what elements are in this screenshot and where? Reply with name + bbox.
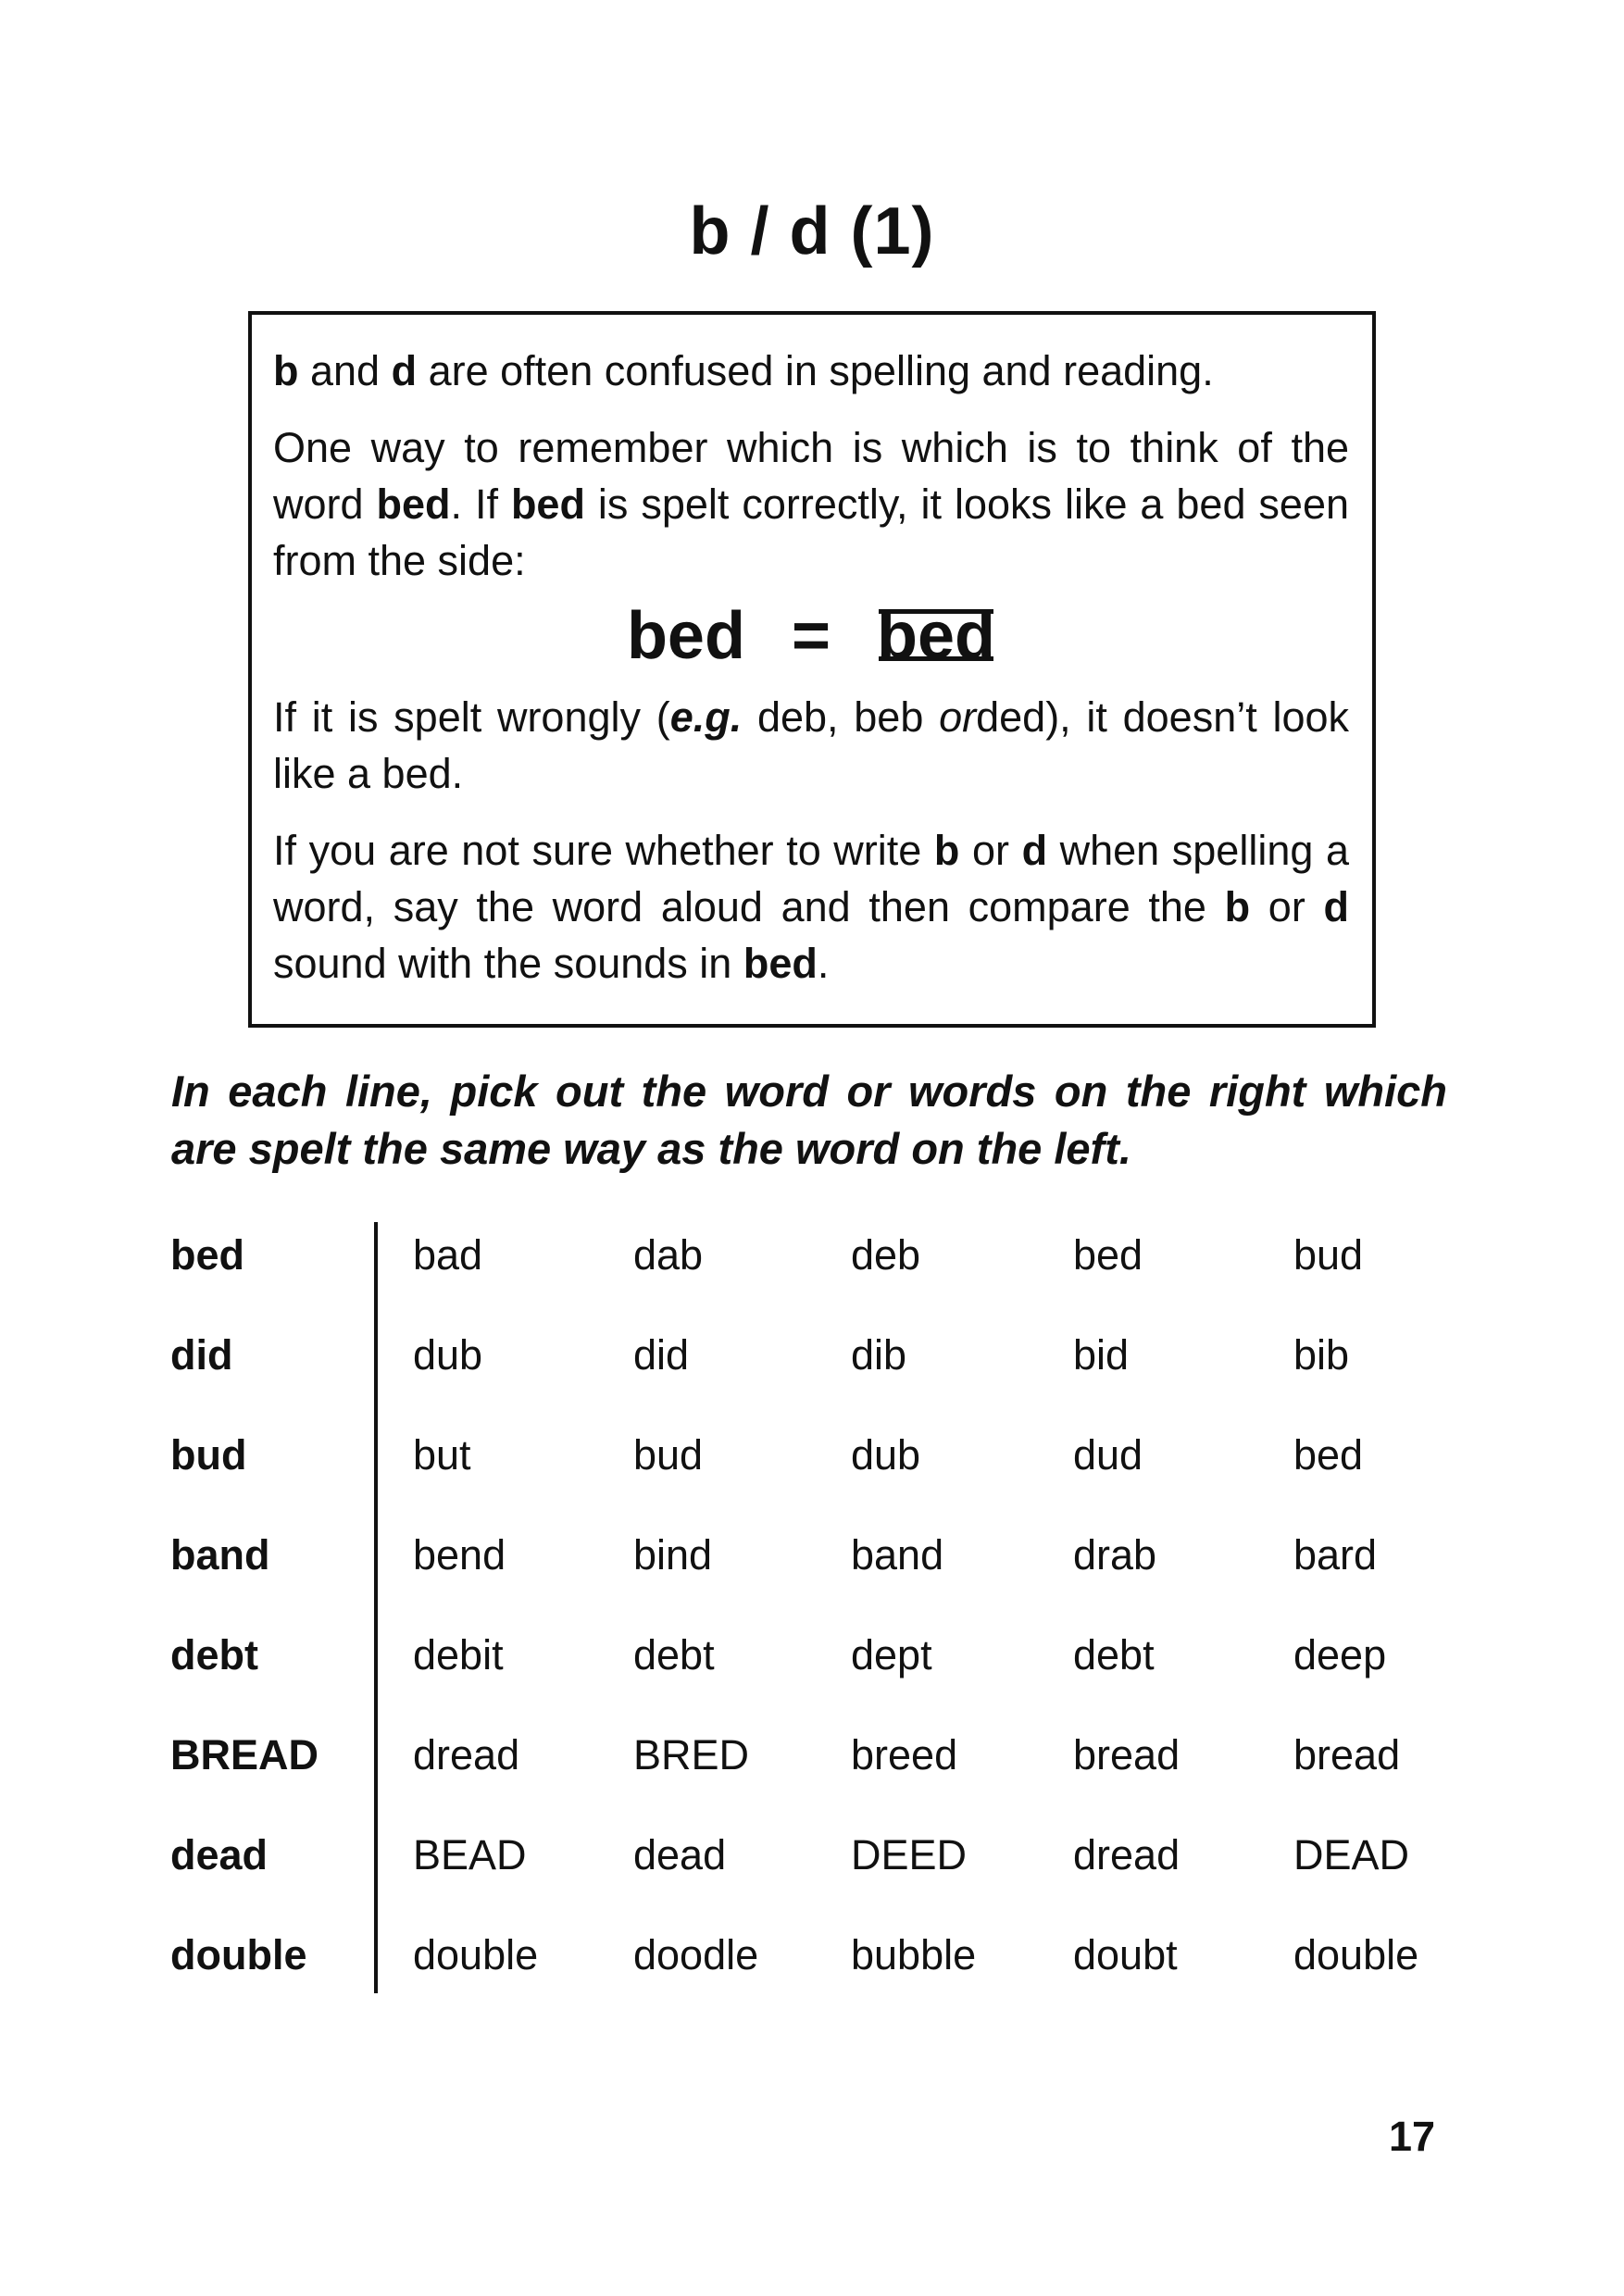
option-word[interactable]: BEAD — [413, 1831, 527, 1878]
option-word[interactable]: bread — [1293, 1731, 1401, 1778]
option-word[interactable]: dab — [633, 1231, 704, 1279]
option-word[interactable]: bubble — [851, 1931, 977, 1978]
option-word[interactable]: dub — [851, 1431, 921, 1479]
option-word[interactable]: dread — [413, 1731, 520, 1778]
equals-sign: = — [791, 599, 831, 673]
option-word[interactable]: debt — [633, 1631, 715, 1678]
paragraph-tip — [273, 822, 1349, 992]
bed-illustration — [273, 596, 1349, 676]
bold-letter: d — [1323, 883, 1349, 930]
option-word[interactable]: bind — [633, 1531, 713, 1578]
option-word[interactable]: bib — [1293, 1331, 1350, 1379]
bold-letter: b — [1224, 883, 1251, 930]
paragraph-confusion — [273, 343, 1349, 399]
eg-abbreviation: e.g. — [669, 693, 743, 741]
option-word[interactable]: bud — [1293, 1231, 1364, 1279]
bold-letter: b — [273, 347, 299, 394]
table-row — [170, 1322, 1467, 1422]
bold-word: bed — [510, 480, 585, 528]
table-row — [170, 1922, 1467, 2022]
explanation-box — [248, 311, 1376, 1028]
table-row — [170, 1722, 1467, 1822]
target-word: bed — [170, 1231, 245, 1279]
option-word[interactable]: bend — [413, 1531, 506, 1578]
table-row — [170, 1622, 1467, 1722]
option-word[interactable]: deb — [851, 1231, 921, 1279]
target-word: bud — [170, 1431, 247, 1479]
option-word[interactable]: doodle — [633, 1931, 759, 1978]
option-word[interactable]: bad — [413, 1231, 483, 1279]
option-word[interactable]: DEED — [851, 1831, 968, 1878]
option-word[interactable]: dept — [851, 1631, 932, 1678]
option-word[interactable]: DEAD — [1293, 1831, 1410, 1878]
text: and — [298, 347, 392, 394]
text: are often confused in spelling and reading. — [417, 347, 1214, 394]
target-word: BREAD — [170, 1731, 319, 1778]
target-word: dead — [170, 1831, 269, 1878]
option-word[interactable]: dead — [633, 1831, 727, 1878]
page-title: b / d (1) — [689, 194, 935, 268]
target-word: band — [170, 1531, 270, 1578]
text: If it is spelt wrongly ( — [273, 693, 670, 741]
paragraph-remember — [273, 419, 1349, 589]
option-word[interactable]: did — [633, 1331, 690, 1379]
option-word[interactable]: bread — [1073, 1731, 1181, 1778]
text: deb, beb — [742, 693, 940, 741]
exercise-instruction: In each line, pick out the word or words on the right which are spelt the same way as the word on the left. — [171, 1067, 1447, 1173]
target-word: double — [170, 1931, 307, 1978]
option-word[interactable]: deep — [1293, 1631, 1387, 1678]
bed-headboard-line — [879, 609, 993, 614]
table-row — [170, 1422, 1467, 1522]
text: or — [1250, 883, 1324, 930]
page-number: 17 — [1388, 2113, 1435, 2160]
target-word: debt — [170, 1631, 258, 1678]
option-word[interactable]: BRED — [633, 1731, 750, 1778]
bold-letter: d — [1021, 827, 1048, 874]
option-word[interactable]: but — [413, 1431, 471, 1479]
option-word[interactable]: dib — [851, 1331, 907, 1379]
table-row — [170, 1222, 1467, 1322]
option-word[interactable]: dread — [1073, 1831, 1181, 1878]
bed-word: bed — [626, 599, 745, 673]
text: ded), it doesn’t look like a bed. — [273, 693, 1350, 797]
option-word[interactable]: doubt — [1073, 1931, 1178, 1978]
text: when spelling a word, say the word aloud and then compare the — [273, 827, 1349, 930]
text: If you are not sure whether to write — [273, 827, 934, 874]
bold-word: bed — [743, 940, 818, 987]
option-word[interactable]: bid — [1073, 1331, 1130, 1379]
option-word[interactable]: double — [413, 1931, 539, 1978]
option-word[interactable]: bed — [1073, 1231, 1143, 1279]
option-word[interactable]: dud — [1073, 1431, 1143, 1479]
bold-word: bed — [376, 480, 451, 528]
option-word[interactable]: drab — [1073, 1531, 1157, 1578]
option-word[interactable]: debt — [1073, 1631, 1155, 1678]
table-row — [170, 1522, 1467, 1622]
text: sound with the sounds in — [273, 940, 743, 987]
option-word[interactable]: bud — [633, 1431, 704, 1479]
option-word[interactable]: double — [1293, 1931, 1419, 1978]
option-word[interactable]: breed — [851, 1731, 958, 1778]
text: or — [959, 827, 1022, 874]
text: . If — [450, 480, 511, 528]
option-word[interactable]: bed — [1293, 1431, 1364, 1479]
text: . — [817, 940, 830, 987]
bold-letter: d — [391, 347, 418, 394]
bed-frame-line — [879, 656, 993, 661]
table-row — [170, 1822, 1467, 1922]
option-word[interactable]: band — [851, 1531, 944, 1578]
option-word[interactable]: debit — [413, 1631, 504, 1678]
paragraph-wrong-spelling — [273, 689, 1349, 802]
or-word: or — [939, 693, 977, 741]
bed-picture-word — [877, 596, 995, 676]
bed-picture-text: bed — [877, 599, 996, 673]
text: is spelt correctly, it looks like a bed seen from the side: — [273, 480, 1350, 584]
target-word: did — [170, 1331, 233, 1379]
option-word[interactable]: bard — [1293, 1531, 1378, 1578]
option-word[interactable]: dub — [413, 1331, 483, 1379]
text: One way to remember which is which is to think of the word — [273, 424, 1349, 528]
bold-letter: b — [933, 827, 960, 874]
